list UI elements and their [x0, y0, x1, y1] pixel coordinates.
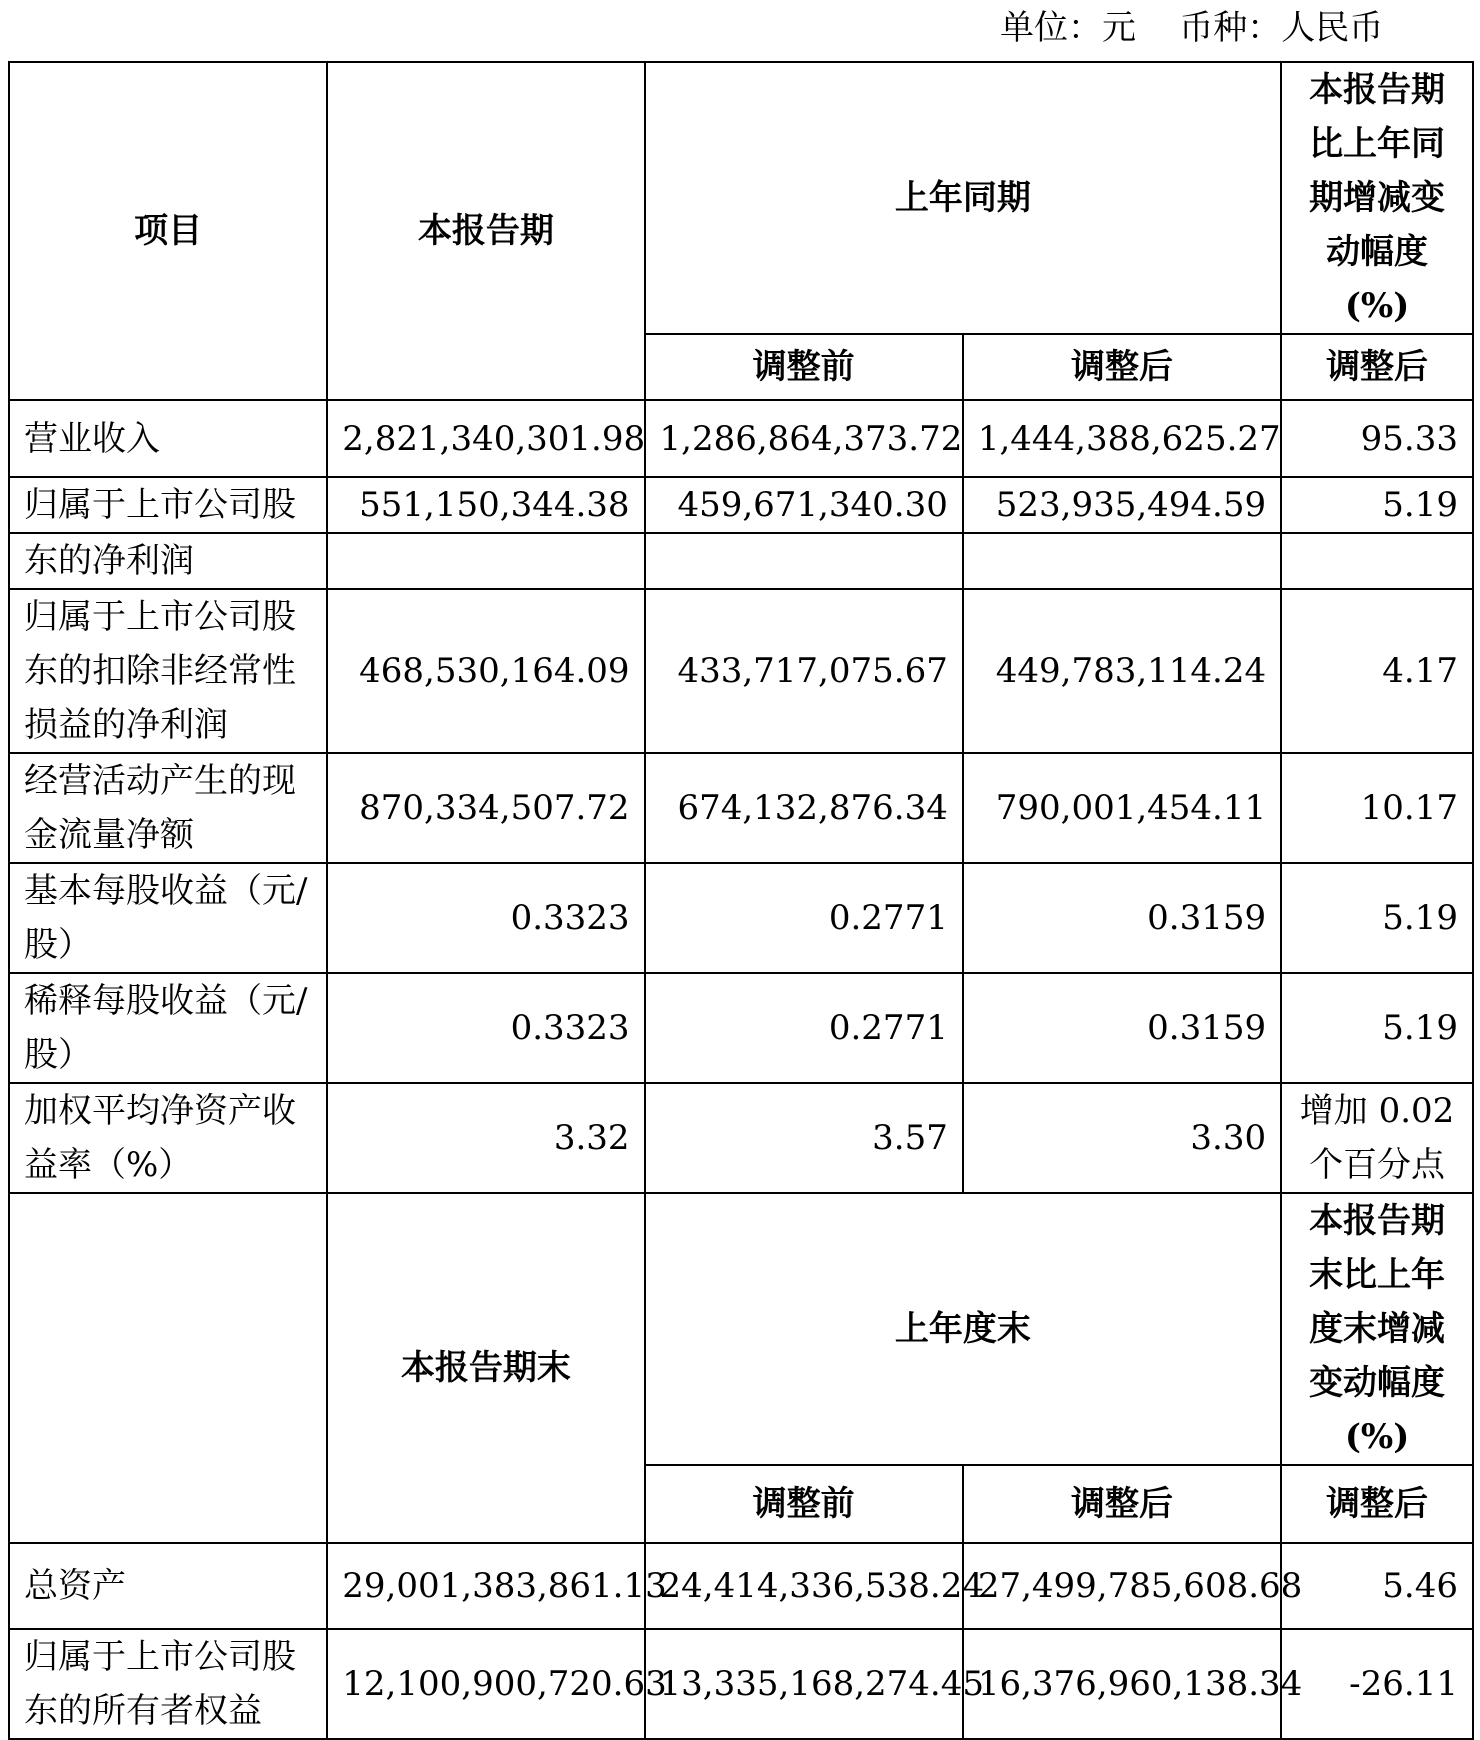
cell-before [645, 533, 963, 589]
cell-after [963, 533, 1281, 589]
header-before-adjustment: 调整前 [645, 1465, 963, 1543]
row-label: 加权平均净资产收益率（%） [9, 1083, 327, 1193]
cell-current: 12,100,900,720.63 [327, 1629, 644, 1739]
header-current-period: 本报告期 [327, 62, 644, 400]
row-label: 归属于上市公司股东的扣除非经常性损益的净利润 [9, 589, 327, 753]
cell-before: 24,414,336,538.24 [645, 1543, 963, 1629]
cell-before: 13,335,168,274.45 [645, 1629, 963, 1739]
cell-before: 0.2771 [645, 973, 963, 1083]
header-after-adjustment: 调整后 [963, 1465, 1281, 1543]
cell-after: 3.30 [963, 1083, 1281, 1193]
cell-after: 1,444,388,625.27 [963, 400, 1281, 477]
cell-before: 3.57 [645, 1083, 963, 1193]
row-label: 营业收入 [9, 400, 327, 477]
cell-after: 790,001,454.11 [963, 753, 1281, 863]
table-row [9, 589, 1473, 753]
cell-before: 433,717,075.67 [645, 589, 963, 753]
row-label: 总资产 [9, 1543, 327, 1629]
table-row [9, 533, 1473, 589]
table-row [9, 1629, 1473, 1739]
cell-change: -26.11 [1281, 1629, 1473, 1739]
row-label: 东的净利润 [9, 533, 327, 589]
table-row [9, 1083, 1473, 1193]
table-row [9, 400, 1473, 477]
header-item-blank [9, 1193, 327, 1543]
cell-current: 551,150,344.38 [327, 477, 644, 533]
header-prior-year-end: 上年度末 [645, 1193, 1282, 1465]
table-row [9, 753, 1473, 863]
table-row [9, 1543, 1473, 1629]
header-before-adjustment: 调整前 [645, 334, 963, 400]
cell-before: 0.2771 [645, 863, 963, 973]
cell-before: 1,286,864,373.72 [645, 400, 963, 477]
cell-change [1281, 533, 1473, 589]
cell-current: 870,334,507.72 [327, 753, 644, 863]
unit-currency-note: 单位：元 币种：人民币 [1000, 8, 1384, 48]
cell-before: 459,671,340.30 [645, 477, 963, 533]
cell-current: 0.3323 [327, 863, 644, 973]
cell-after: 27,499,785,608.68 [963, 1543, 1281, 1629]
financial-data-table [8, 61, 1474, 1740]
cell-change: 5.19 [1281, 973, 1473, 1083]
table-row [9, 477, 1473, 533]
cell-after: 0.3159 [963, 863, 1281, 973]
cell-change: 5.19 [1281, 863, 1473, 973]
header-item: 项目 [9, 62, 327, 400]
cell-after: 16,376,960,138.34 [963, 1629, 1281, 1739]
cell-change: 4.17 [1281, 589, 1473, 753]
cell-current: 2,821,340,301.98 [327, 400, 644, 477]
header-change-pct: 本报告期比上年同期增减变动幅度(%) [1281, 62, 1473, 334]
cell-after: 523,935,494.59 [963, 477, 1281, 533]
header-change-pct: 本报告期末比上年度末增减变动幅度(%) [1281, 1193, 1473, 1465]
header-change-after-adjustment: 调整后 [1281, 1465, 1473, 1543]
row-label: 基本每股收益（元/股） [9, 863, 327, 973]
cell-change: 5.19 [1281, 477, 1473, 533]
row-label: 经营活动产生的现金流量净额 [9, 753, 327, 863]
cell-after: 0.3159 [963, 973, 1281, 1083]
cell-change: 95.33 [1281, 400, 1473, 477]
row-label: 归属于上市公司股 [9, 477, 327, 533]
cell-current: 0.3323 [327, 973, 644, 1083]
cell-current: 468,530,164.09 [327, 589, 644, 753]
header-after-adjustment: 调整后 [963, 334, 1281, 400]
header-period-end: 本报告期末 [327, 1193, 644, 1543]
header-change-after-adjustment: 调整后 [1281, 334, 1473, 400]
header-prior-same-period: 上年同期 [645, 62, 1282, 334]
cell-before: 674,132,876.34 [645, 753, 963, 863]
cell-change: 10.17 [1281, 753, 1473, 863]
cell-change: 5.46 [1281, 1543, 1473, 1629]
cell-current: 29,001,383,861.13 [327, 1543, 644, 1629]
cell-current [327, 533, 644, 589]
cell-after: 449,783,114.24 [963, 589, 1281, 753]
table-row [9, 973, 1473, 1083]
cell-change: 增加 0.02 个百分点 [1281, 1083, 1473, 1193]
row-label: 稀释每股收益（元/股） [9, 973, 327, 1083]
row-label: 归属于上市公司股东的所有者权益 [9, 1629, 327, 1739]
table-row [9, 863, 1473, 973]
cell-current: 3.32 [327, 1083, 644, 1193]
